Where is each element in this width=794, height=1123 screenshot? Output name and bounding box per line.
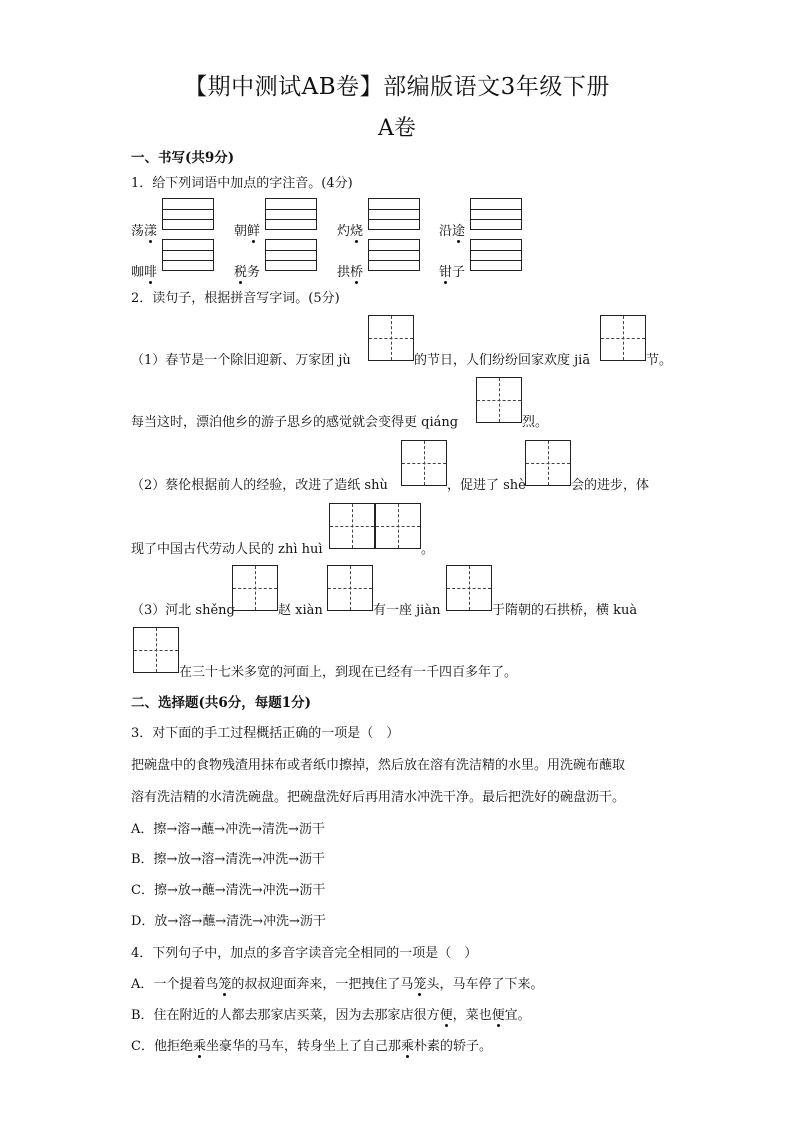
character-grid-box[interactable] [232, 565, 278, 611]
option-c[interactable]: C．他拒绝乘坐豪华的马车，转身坐上了自己那乘朴素的轿子。 [131, 1039, 493, 1054]
option-c[interactable]: C．擦→放→蘸→清洗→冲洗→沥干 [131, 883, 326, 898]
q2-text: 现了中国古代劳动人民的 zhì huì [131, 542, 323, 557]
option-b[interactable]: B．擦→放→溶→清洗→冲洗→沥干 [131, 852, 326, 867]
q2-text: 。 [421, 542, 435, 557]
character-grid-box[interactable] [327, 565, 373, 611]
pinyin-answer-box[interactable] [162, 198, 214, 230]
section-heading-writing: 一、书写(共9分) [131, 150, 235, 166]
q2-text: （2）蔡伦根据前人的经验，改进了造纸 shù [131, 478, 388, 493]
pinyin-answer-box[interactable] [470, 239, 522, 271]
question-3-stem: 3．对下面的手工过程概括正确的一项是（ ） [131, 726, 400, 741]
q2-text: 的节日，人们纷纷回家欢度 jiā [414, 353, 591, 368]
pinyin-answer-box[interactable] [368, 198, 420, 230]
option-d[interactable]: D．放→溶→蘸→清洗→冲洗→沥干 [131, 914, 326, 929]
character-grid-box[interactable] [525, 440, 571, 486]
option-b[interactable]: B．住在附近的人都去那家店买菜，因为去那家店很方便，菜也便宜。 [131, 1008, 531, 1023]
word-item: 税务 [234, 265, 261, 280]
q2-text: 在三十七米多宽的河面上，到现在已经有一千四百多年了。 [179, 665, 518, 680]
question-1-stem: 1．给下列词语中加点的字注音。(4分) [131, 176, 353, 191]
q2-text: ，促进了 shè [447, 478, 526, 493]
character-grid-box[interactable] [375, 503, 421, 549]
character-grid-box[interactable] [446, 565, 492, 611]
q2-text: 每当这时，漂泊他乡的游子思乡的感觉就会变得更 qiáng [131, 415, 459, 430]
pinyin-answer-box[interactable] [265, 198, 317, 230]
question-2-stem: 2．读句子，根据拼音写字词。(5分) [131, 291, 340, 306]
character-grid-box[interactable] [476, 377, 522, 423]
q2-text: 赵 xiàn [278, 603, 323, 618]
word-item: 拱桥 [337, 265, 364, 280]
word-item: 荡漾 [131, 224, 158, 239]
q2-text: 会的进步，体 [571, 478, 650, 493]
word-item: 灼烧 [337, 224, 364, 239]
character-grid-box[interactable] [600, 315, 646, 361]
character-grid-box[interactable] [368, 315, 414, 361]
page-title: 【期中测试AB卷】部编版语文3年级下册 [184, 74, 610, 100]
character-grid-box[interactable] [133, 627, 179, 673]
question-3-passage: 溶有洗洁精的水清洗碗盘。把碗盘洗好后再用清水冲洗干净。最后把洗好的碗盘沥干。 [131, 790, 626, 805]
word-item: 咖啡 [131, 265, 158, 280]
character-grid-box[interactable] [401, 440, 447, 486]
pinyin-answer-box[interactable] [470, 198, 522, 230]
question-4-stem: 4．下列句子中，加点的多音字读音完全相同的一项是（ ） [131, 946, 478, 961]
word-item: 沿途 [439, 224, 466, 239]
word-item: 钳子 [439, 265, 466, 280]
q2-text: 烈。 [522, 415, 549, 430]
q2-text: （1）春节是一个除旧迎新、万家团 jù [131, 353, 351, 368]
q2-text: 节。 [646, 353, 673, 368]
question-3-passage: 把碗盘中的食物残渣用抹布或者纸巾擦掉，然后放在溶有洗洁精的水里。用洗碗布蘸取 [131, 758, 626, 773]
pinyin-answer-box[interactable] [368, 239, 420, 271]
pinyin-answer-box[interactable] [265, 239, 317, 271]
section-heading-choice: 二、选择题(共6分，每题1分) [131, 695, 312, 711]
q2-text: 有一座 jiàn [373, 603, 441, 618]
pinyin-answer-box[interactable] [162, 239, 214, 271]
option-a[interactable]: A．一个提着鸟笼的叔叔迎面奔来，一把拽住了马笼头，马车停了下来。 [131, 977, 544, 992]
q2-text: （3）河北 shěng [131, 603, 235, 618]
character-grid-box[interactable] [329, 503, 375, 549]
word-item: 朝鲜 [234, 224, 261, 239]
option-a[interactable]: A．擦→溶→蘸→冲洗→清洗→沥干 [131, 822, 325, 837]
q2-text: 于隋朝的石拱桥，横 kuà [492, 603, 638, 618]
page-subtitle: A卷 [378, 116, 416, 141]
